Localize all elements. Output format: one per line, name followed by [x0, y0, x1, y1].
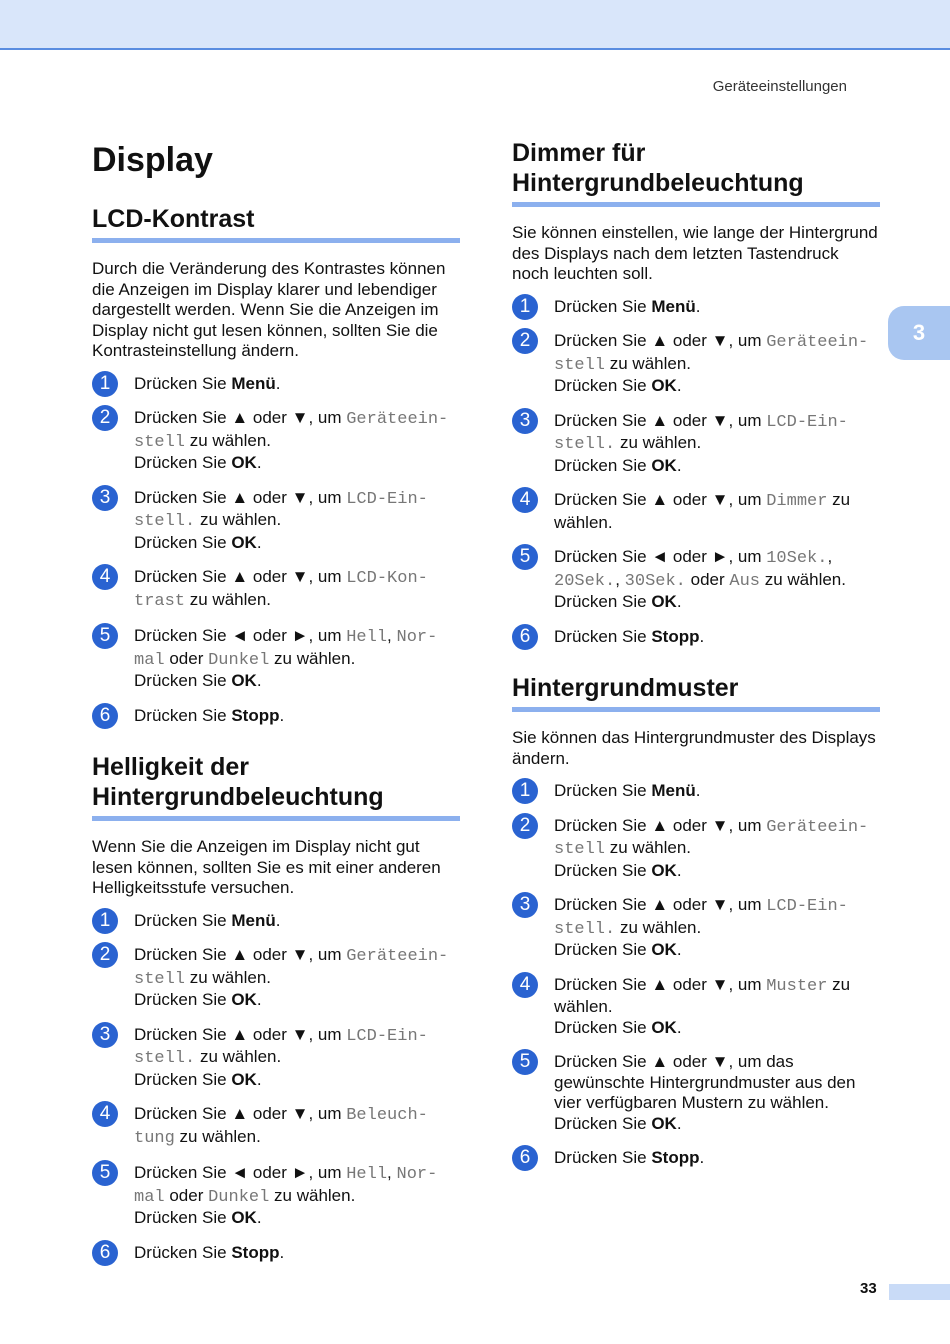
step-text: Drücken Sie	[554, 296, 652, 316]
step-number: 3	[512, 408, 538, 434]
step-item	[92, 374, 460, 395]
step-text: zu wählen.	[615, 917, 702, 937]
step-text: zu wählen.	[195, 510, 282, 529]
step-text: .	[695, 296, 701, 316]
step-line	[554, 627, 880, 648]
display-value: Dunkel	[208, 650, 270, 670]
key-label: Menü	[231, 373, 276, 393]
key-label: OK	[651, 376, 677, 395]
step-line	[134, 1243, 460, 1264]
step-text: Drücken Sie ▲ oder ▼, um	[554, 974, 767, 994]
section-title: Dimmer für Hintergrundbeleuchtung	[512, 138, 880, 207]
key-label: OK	[651, 592, 677, 611]
section-title: Helligkeit der Hintergrundbeleuchtung	[92, 752, 460, 821]
step-line	[134, 911, 460, 932]
step-text: Drücken Sie	[554, 592, 652, 611]
step-number: 5	[92, 623, 118, 649]
step-text: Drücken Sie	[554, 455, 652, 475]
step-line	[554, 547, 880, 570]
step-line	[134, 1104, 460, 1127]
step-number: 6	[92, 703, 118, 729]
display-value: stell	[554, 355, 606, 375]
display-value: Geräteein-	[766, 817, 869, 837]
step-text: Drücken Sie ▲ oder ▼, um	[134, 1104, 347, 1123]
step-item	[92, 1243, 460, 1264]
step-text: .	[256, 1069, 262, 1089]
step-text: .	[695, 781, 701, 800]
step-line	[554, 918, 880, 941]
step-line	[554, 297, 880, 318]
step-line	[554, 354, 880, 377]
left-column	[92, 138, 460, 1289]
step-text: Drücken Sie	[134, 453, 232, 472]
step-text: .	[256, 671, 262, 690]
step-text: Drücken Sie ▲ oder ▼, um	[134, 408, 347, 427]
display-value: Nor-	[396, 1165, 438, 1184]
key-label: OK	[231, 990, 257, 1009]
step-text: Drücken Sie	[134, 705, 232, 725]
display-value: stell.	[554, 435, 616, 454]
step-text: .	[676, 1017, 682, 1037]
key-label: Menü	[651, 781, 696, 800]
key-label: Stopp	[651, 626, 700, 646]
step-line	[134, 968, 460, 991]
step-line	[134, 945, 460, 968]
step-line	[554, 861, 880, 882]
step-text: .	[279, 705, 285, 725]
step-text: Drücken Sie	[554, 1148, 652, 1167]
key-label: OK	[651, 1017, 677, 1037]
step-line	[554, 592, 880, 613]
step-number: 1	[92, 371, 118, 397]
step-text: zu	[827, 974, 851, 994]
step-line	[134, 567, 460, 590]
step-number: 4	[512, 972, 538, 998]
step-item	[512, 1148, 880, 1169]
step-line	[554, 456, 880, 477]
step-text: Drücken Sie	[134, 373, 232, 393]
right-sections	[512, 138, 880, 1169]
step-text: ,	[387, 1163, 397, 1182]
step-number: 1	[512, 294, 538, 320]
step-text: Drücken Sie	[554, 626, 652, 646]
step-text: .	[676, 592, 682, 611]
step-text: Drücken Sie ▲ oder ▼, um	[134, 567, 347, 586]
step-item	[512, 627, 880, 648]
display-value: LCD-Ein-	[346, 489, 428, 509]
step-list	[92, 374, 460, 727]
step-text: .	[676, 1113, 682, 1133]
section	[92, 204, 460, 726]
right-column	[512, 138, 880, 1195]
step-text: ,	[615, 569, 625, 589]
chapter-tab: 3	[888, 306, 950, 360]
step-text: zu wählen.	[605, 353, 692, 373]
step-line	[554, 1148, 880, 1169]
step-item	[512, 411, 880, 477]
step-text: wählen.	[554, 512, 613, 532]
step-text: Drücken Sie ▲ oder ▼, um	[554, 410, 767, 430]
key-label: OK	[651, 455, 677, 475]
step-item	[92, 1163, 460, 1229]
step-number: 5	[512, 1049, 538, 1075]
step-item	[512, 490, 880, 533]
step-item	[92, 911, 460, 932]
section-intro: Durch die Veränderung des Kontrastes können die Anzeigen im Display klarer und lebendiger dargestellt werden. Wenn Sie die Anzeigen im Display nicht gut lesen können, sollten Sie die Kontrasteinstellung ändern.	[92, 259, 446, 360]
step-line	[554, 433, 880, 456]
step-text: .	[676, 860, 682, 880]
display-value: stell.	[134, 512, 196, 531]
display-value: Geräteein-	[766, 333, 869, 352]
step-text: .	[256, 532, 262, 552]
step-line	[134, 510, 460, 533]
step-text: Drücken Sie ▲ oder ▼, um	[554, 331, 767, 350]
key-label: Stopp	[231, 1242, 280, 1262]
step-text: .	[699, 626, 705, 646]
step-item	[512, 547, 880, 613]
step-line	[554, 975, 880, 998]
step-text: Drücken Sie	[134, 910, 232, 930]
section-title: LCD-Kontrast	[92, 204, 460, 243]
step-text: Drücken Sie ◄ oder ►, um	[134, 1163, 347, 1182]
header-band	[0, 0, 950, 50]
display-value: stell	[134, 969, 186, 989]
step-number: 1	[92, 908, 118, 934]
step-line	[134, 1208, 460, 1229]
step-line	[134, 1163, 460, 1186]
step-line	[134, 671, 460, 692]
step-text: ,	[387, 626, 397, 645]
step-text: .	[676, 455, 682, 475]
step-line	[554, 781, 880, 802]
step-text: wählen.	[554, 997, 613, 1016]
step-text: .	[275, 373, 281, 393]
step-text: .	[676, 376, 682, 395]
step-text: oder	[685, 569, 730, 589]
step-number: 1	[512, 778, 538, 804]
left-sections	[92, 204, 460, 1263]
step-text: Drücken Sie ▲ oder ▼, um	[554, 815, 767, 835]
step-line	[554, 895, 880, 918]
step-text: Drücken Sie	[134, 532, 232, 552]
step-text: zu wählen.	[759, 569, 846, 589]
step-text: zu	[827, 490, 851, 509]
step-item	[92, 567, 460, 612]
display-value: 10Sek.	[766, 549, 828, 568]
step-line	[134, 431, 460, 454]
step-item	[92, 488, 460, 554]
key-label: Menü	[651, 296, 696, 316]
section-intro: Sie können einstellen, wie lange der Hintergrund des Displays nach dem letzten Tastendruck noch leuchten soll.	[512, 223, 878, 283]
step-item	[512, 975, 880, 1039]
step-item	[512, 781, 880, 802]
step-line	[134, 453, 460, 474]
display-value: LCD-Ein-	[346, 1026, 428, 1046]
step-number: 6	[92, 1240, 118, 1266]
step-item	[512, 331, 880, 397]
step-text: .	[699, 1148, 705, 1167]
step-number: 4	[92, 564, 118, 590]
step-text: Drücken Sie	[134, 990, 232, 1009]
step-text: oder	[164, 648, 209, 668]
step-item	[92, 1104, 460, 1149]
key-label: OK	[651, 1113, 677, 1133]
step-number: 5	[512, 544, 538, 570]
display-value: Muster	[766, 976, 828, 996]
display-value: stell	[554, 840, 606, 859]
step-text: zu wählen.	[185, 430, 272, 450]
display-value: Aus	[729, 571, 760, 591]
key-label: OK	[231, 1208, 257, 1227]
display-value: stell	[134, 432, 186, 452]
step-line	[554, 513, 880, 534]
step-line	[554, 838, 880, 861]
step-line	[134, 533, 460, 554]
step-number: 5	[92, 1160, 118, 1186]
display-value: Dimmer	[766, 492, 828, 511]
step-text: Drücken Sie ▲ oder ▼, um das gewünschte Hintergrundmuster aus den vier verfügbaren Mustern zu wählen.	[554, 1052, 856, 1112]
step-number: 4	[512, 487, 538, 513]
step-list	[512, 297, 880, 648]
section	[512, 673, 880, 1169]
step-number: 2	[92, 942, 118, 968]
step-number: 3	[92, 1022, 118, 1048]
step-text: zu wählen.	[605, 838, 692, 857]
step-text: Drücken Sie	[134, 1242, 232, 1262]
step-line	[134, 1047, 460, 1070]
step-text: Drücken Sie	[554, 781, 652, 800]
display-value: trast	[134, 591, 186, 611]
key-label: Menü	[231, 910, 276, 930]
page-title: Display	[92, 141, 213, 179]
key-label: Stopp	[231, 705, 280, 725]
step-text: .	[256, 990, 262, 1009]
step-item	[512, 1052, 880, 1134]
display-value: tung	[134, 1128, 175, 1148]
section-intro: Sie können das Hintergrundmuster des Displays ändern.	[512, 728, 876, 768]
step-text: oder	[164, 1185, 209, 1205]
step-text: zu wählen.	[615, 433, 702, 452]
step-line	[554, 376, 880, 397]
display-value: LCD-Ein-	[766, 412, 848, 432]
display-value: LCD-Kon-	[346, 569, 428, 588]
display-value: mal	[134, 1187, 165, 1207]
key-label: Stopp	[651, 1148, 700, 1167]
step-text: Drücken Sie ▲ oder ▼, um	[554, 490, 767, 509]
step-number: 4	[92, 1101, 118, 1127]
display-value: 20Sek.	[554, 571, 616, 591]
key-label: OK	[231, 453, 257, 472]
running-head: Geräteeinstellungen	[712, 78, 847, 95]
footer-bar	[889, 1284, 950, 1300]
step-line	[134, 1127, 460, 1150]
step-text: Drücken Sie	[554, 1113, 652, 1133]
step-line	[554, 1114, 880, 1135]
step-line	[134, 990, 460, 1011]
step-line	[554, 490, 880, 513]
step-item	[92, 408, 460, 474]
step-number: 2	[512, 813, 538, 839]
step-text: .	[256, 453, 262, 472]
step-text: .	[256, 1208, 262, 1227]
step-list	[512, 781, 880, 1169]
step-number: 3	[512, 892, 538, 918]
step-number: 6	[512, 624, 538, 650]
step-line	[134, 649, 460, 672]
step-line	[134, 706, 460, 727]
step-line	[134, 488, 460, 511]
step-line	[134, 1186, 460, 1209]
step-text: .	[275, 910, 281, 930]
step-text: Drücken Sie	[554, 1017, 652, 1037]
step-text: ,	[827, 547, 833, 566]
step-line	[554, 940, 880, 961]
step-line	[554, 997, 880, 1018]
display-value: Hell	[346, 628, 388, 647]
section	[92, 752, 460, 1263]
step-text: Drücken Sie ◄ oder ►, um	[134, 626, 347, 645]
key-label: OK	[651, 940, 677, 959]
step-text: Drücken Sie	[554, 860, 652, 880]
display-value: stell.	[134, 1049, 196, 1068]
page-number: 33	[860, 1280, 877, 1297]
step-number: 3	[92, 485, 118, 511]
display-value: stell.	[554, 919, 616, 939]
display-value: Nor-	[396, 628, 438, 647]
step-text: Drücken Sie	[554, 940, 652, 959]
step-line	[134, 374, 460, 395]
display-value: Dunkel	[208, 1187, 270, 1207]
step-line	[134, 408, 460, 431]
step-line	[554, 1018, 880, 1039]
step-number: 6	[512, 1145, 538, 1171]
step-text: zu wählen.	[269, 648, 356, 668]
display-value: Geräteein-	[346, 410, 449, 429]
step-item	[512, 297, 880, 318]
step-line	[554, 331, 880, 354]
step-line	[134, 626, 460, 649]
step-text: .	[279, 1242, 285, 1262]
step-text: Drücken Sie ◄ oder ►, um	[554, 547, 767, 566]
display-value: Beleuch-	[346, 1106, 428, 1125]
step-text: zu wählen.	[269, 1185, 356, 1205]
step-line	[134, 590, 460, 613]
step-item	[512, 895, 880, 961]
step-line	[554, 570, 880, 593]
step-text: Drücken Sie	[134, 1069, 232, 1089]
step-list	[92, 911, 460, 1264]
display-value: Geräteein-	[346, 947, 449, 966]
step-item	[512, 816, 880, 882]
display-value: Hell	[346, 1165, 388, 1184]
step-item	[92, 626, 460, 692]
step-text: Drücken Sie ▲ oder ▼, um	[554, 895, 767, 914]
step-text: Drücken Sie	[134, 1208, 232, 1227]
step-text: .	[676, 940, 682, 959]
step-text: zu wählen.	[185, 967, 272, 987]
step-line	[554, 411, 880, 434]
step-text: Drücken Sie ▲ oder ▼, um	[134, 1024, 347, 1044]
step-line	[134, 1070, 460, 1091]
step-text: Drücken Sie	[134, 671, 232, 690]
step-number: 2	[512, 328, 538, 354]
step-number: 2	[92, 405, 118, 431]
key-label: OK	[231, 1069, 257, 1089]
step-item	[92, 945, 460, 1011]
section-title: Hintergrundmuster	[512, 673, 880, 712]
step-text: Drücken Sie	[554, 376, 652, 395]
step-text: zu wählen.	[174, 1126, 261, 1146]
step-item	[92, 1025, 460, 1091]
step-text: Drücken Sie ▲ oder ▼, um	[134, 487, 347, 507]
step-item	[92, 706, 460, 727]
step-text: zu wählen.	[195, 1047, 282, 1066]
key-label: OK	[651, 860, 677, 880]
step-text: Drücken Sie ▲ oder ▼, um	[134, 945, 347, 964]
section-intro: Wenn Sie die Anzeigen im Display nicht gut lesen können, sollten Sie es mit einer anderen Helligkeitsstufe versuchen.	[92, 837, 441, 897]
step-text: zu wählen.	[185, 589, 272, 609]
section	[512, 138, 880, 647]
display-value: mal	[134, 650, 165, 670]
display-value: 30Sek.	[624, 571, 686, 591]
key-label: OK	[231, 532, 257, 552]
step-line	[554, 1052, 880, 1114]
step-line	[134, 1025, 460, 1048]
display-value: LCD-Ein-	[766, 897, 848, 916]
step-line	[554, 816, 880, 839]
key-label: OK	[231, 671, 257, 690]
